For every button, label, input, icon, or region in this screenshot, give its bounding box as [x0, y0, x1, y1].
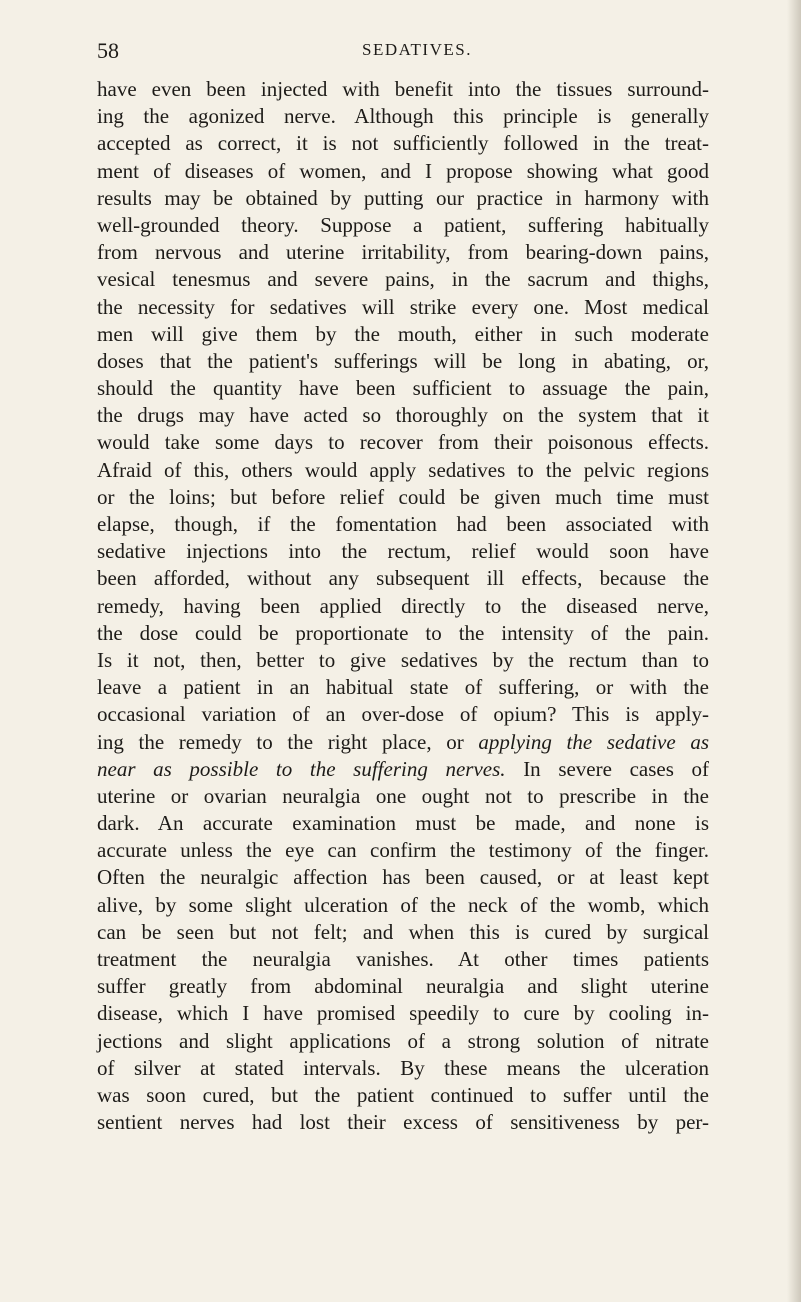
running-head: SEDATIVES.: [362, 40, 472, 59]
text-line: accurate unless the eye can confirm the testimony of the finger.: [97, 838, 709, 863]
text-line: would take some days to recover from their poisonous effects.: [97, 430, 709, 455]
text-line: have even been injected with benefit into the tissues surround-: [97, 77, 709, 101]
text-line: the drugs may have acted so thoroughly on the system that it: [97, 403, 709, 428]
text-line: doses that the patient's sufferings will be long in abating, or,: [97, 348, 709, 373]
text-line: disease, which I have promised speedily to cure by cooling in-: [97, 1001, 709, 1026]
page-number: 58: [97, 38, 119, 63]
text-line: should the quantity have been sufficient to assuage the pain,: [97, 376, 709, 401]
text-line: Often the neuralgic affection has been caused, or at least kept: [97, 865, 709, 890]
text-line: results may be obtained by putting our practice in harmony with: [97, 185, 709, 210]
body-text: [97, 76, 709, 1136]
text-line: jections and slight applications of a strong solution of nitrate: [97, 1028, 709, 1053]
page-header: [97, 38, 737, 68]
text-line: of silver at stated intervals. By these means the ulceration: [97, 1055, 709, 1080]
text-line: sedative injections into the rectum, relief would soon have: [97, 539, 709, 564]
text-line: sentient nerves had lost their excess of sensitiveness by per-: [97, 1110, 709, 1135]
text-line: Is it not, then, better to give sedatives by the rectum than to: [97, 647, 709, 672]
text-line: been afforded, without any subsequent ill effects, because the: [97, 566, 709, 591]
text-line: was soon cured, but the patient continued to suffer until the: [97, 1082, 709, 1107]
text-line: accepted as correct, it is not sufficiently followed in the treat-: [97, 131, 709, 156]
text-line: uterine or ovarian neuralgia one ought not to prescribe in the: [97, 783, 709, 808]
text-line: from nervous and uterine irritability, from bearing-down pains,: [97, 240, 709, 265]
text-line: alive, by some slight ulceration of the neck of the womb, which: [97, 892, 709, 917]
text-line: the necessity for sedatives will strike every one. Most medical: [97, 294, 709, 319]
text-run: In severe cases of: [523, 756, 710, 781]
text-line: can be seen but not felt; and when this is cured by surgical: [97, 919, 709, 944]
text-line: elapse, though, if the fomentation had been associated with: [97, 512, 709, 536]
page-edge-shadow: [787, 0, 801, 1302]
text-run: ing the remedy to the right place, or: [97, 729, 464, 754]
text-line-mixed: [97, 729, 709, 756]
text-line: ment of diseases of women, and I propose showing what good: [97, 158, 709, 183]
text-line: or the loins; but before relief could be given much time must: [97, 484, 709, 509]
text-line: ing the agonized nerve. Although this principle is generally: [97, 104, 709, 129]
text-line: treatment the neuralgia vanishes. At other times patients: [97, 947, 709, 971]
text-line: suffer greatly from abdominal neuralgia and slight uterine: [97, 974, 709, 999]
text-line: Afraid of this, others would apply sedatives to the pelvic regions: [97, 457, 709, 482]
text-line: the dose could be proportionate to the intensity of the pain.: [97, 620, 709, 645]
text-line: vesical tenesmus and severe pains, in the sacrum and thighs,: [97, 267, 709, 292]
text-line: occasional variation of an over-dose of opium? This is apply-: [97, 702, 709, 727]
text-line-mixed: [97, 756, 709, 783]
text-line: leave a patient in an habitual state of suffering, or with the: [97, 675, 709, 700]
italic-text-run: near as possible to the suffering nerves.: [97, 756, 506, 781]
text-line: men will give them by the mouth, either in such moderate: [97, 321, 709, 346]
text-line: remedy, having been applied directly to the diseased nerve,: [97, 593, 709, 618]
text-line: dark. An accurate examination must be made, and none is: [97, 811, 709, 836]
italic-text-run: applying the sedative as: [478, 729, 709, 754]
text-line: well-grounded theory. Suppose a patient, suffering habitually: [97, 212, 709, 237]
